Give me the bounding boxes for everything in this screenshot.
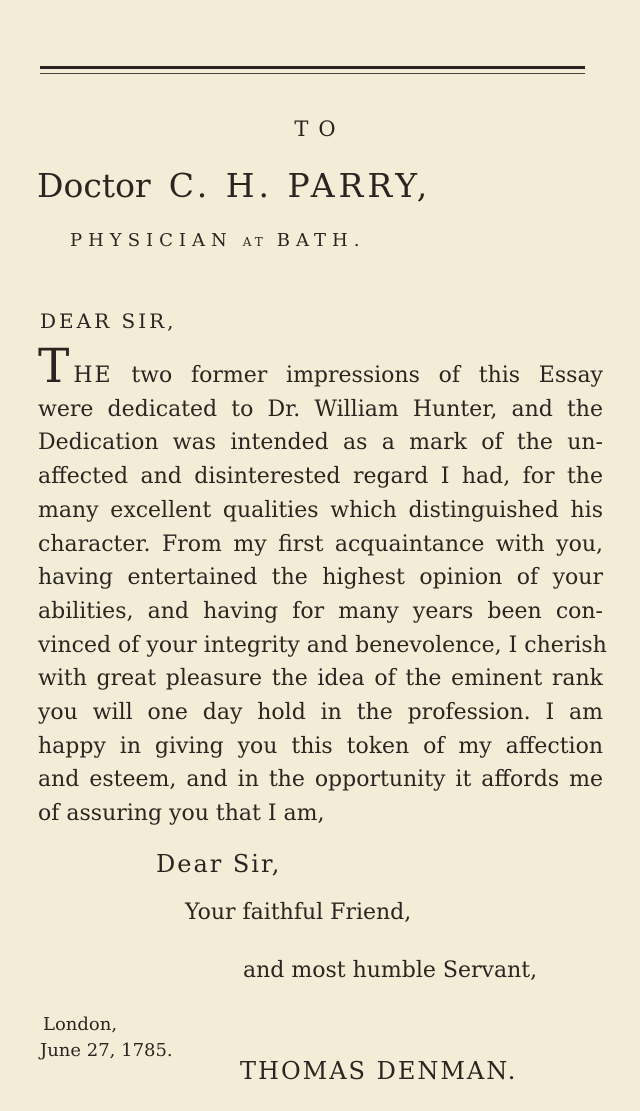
title-profession: PHYSICIAN [70,230,233,251]
letter-line: you will one day hold in the profession. I am [38,700,603,726]
letter-line: happy in giving you this token of my affection [38,733,603,759]
title-at: AT [242,235,267,249]
closing-salutation: Dear Sir, [156,850,282,878]
signature: THOMAS DENMAN. [240,1057,518,1085]
dropcap: T [38,339,70,394]
letter-line: with great pleasure the idea of the eminent rank [38,666,603,692]
dateline-date: June 27, 1785. [40,1040,173,1061]
dedicatee-name: C. H. PARRY, [168,166,432,205]
salutation: DEAR SIR, [40,309,177,333]
dateline-place: London, [43,1014,118,1035]
closing-friend: Your faithful Friend, [185,900,412,925]
letter-line: and esteem, and in the opportunity it affords me [38,767,603,793]
letter-line: having entertained the highest opinion of your [38,565,603,591]
letter-line: Dedication was intended as a mark of the un- [38,430,603,456]
top-rule-thick [40,66,585,69]
letter-body [38,339,607,831]
title-place: BATH. [276,230,366,251]
first-word-tail: HE [73,363,113,388]
heading-dedicatee [37,166,431,205]
letter-line: abilities, and having for many years been con- [38,598,603,624]
top-rule-thin [40,73,585,74]
closing-servant: and most humble Servant, [243,958,538,983]
letter-line: were dedicated to Dr. William Hunter, and the [38,396,603,422]
letter-line: affected and disinterested regard I had, for the [38,464,603,490]
letter-line: vinced of your integrity and benevolence, I cherish [38,632,607,658]
heading-to: TO [294,117,346,141]
letter-line: of assuring you that I am, [38,801,325,827]
letter-line: THE two former impressions of this Essay [38,339,603,394]
heading-title [70,230,365,251]
letter-line: many excellent qualities which distinguished his [38,497,603,523]
dedicatee-prefix: Doctor [37,166,151,205]
letter-line: character. From my first acquaintance with you, [38,531,603,557]
